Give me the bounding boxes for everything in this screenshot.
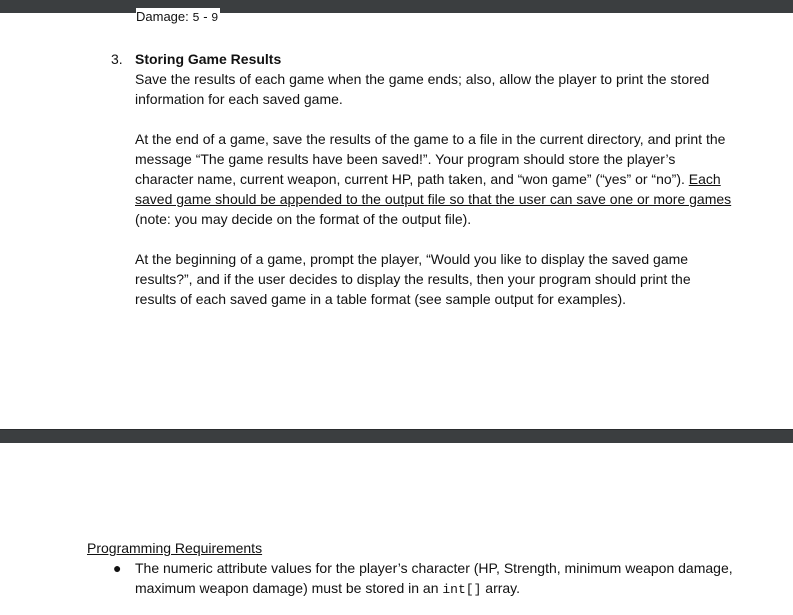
section-paragraph-3: At the beginning of a game, prompt the player, “Would you like to display the saved game results?”, and if the user decides to display the results, then your program should print the results of each saved game in a table format (see sample output for examples).: [135, 251, 691, 307]
section-paragraph-1: Save the results of each game when the game ends; also, allow the player to print the stored information for each saved game.: [135, 71, 710, 107]
programming-requirements-heading: Programming Requirements: [87, 540, 263, 556]
paragraph-2-text-start: At the end of a game, save the results of the game to a file in the current directory, and print the message “The game results have been saved!”. Your program should store the player’s character name, current weapon, current HP, path taken, and “won game” (“yes” or “no”).: [135, 131, 726, 187]
requirement-item-1: [135, 558, 735, 600]
damage-label: Damage:: [136, 9, 189, 24]
requirement-code: int[]: [442, 582, 482, 597]
bullet-icon: ●: [113, 560, 122, 576]
damage-min: 5: [192, 11, 200, 25]
page-top-edge: [0, 0, 793, 13]
damage-dash: -: [203, 9, 208, 24]
damage-max: 9: [211, 11, 219, 25]
paragraph-2-underlined-text: Each saved game should be appended to the output file so that the user can save one or more games: [135, 171, 732, 207]
page-break-divider: [0, 429, 793, 444]
requirement-text-end: array.: [481, 580, 521, 596]
section-storing-game-results: [135, 49, 735, 309]
section-paragraph-2: [135, 129, 735, 229]
requirement-text-start: The numeric attribute values for the player’s character (HP, Strength, minimum weapon damage, maximum weapon damage) must be stored in an: [135, 560, 733, 596]
paragraph-2-text-end: (note: you may decide on the format of the output file).: [135, 211, 472, 227]
damage-line: [136, 8, 220, 27]
section-title: Storing Game Results: [135, 51, 282, 67]
section-number: 3.: [111, 51, 123, 67]
